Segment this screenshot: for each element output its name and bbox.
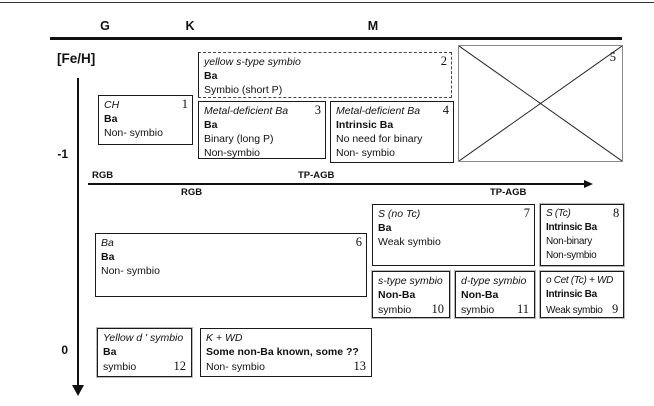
box-bold-line: Intrinsic Ba xyxy=(546,222,597,233)
box-line: symbio xyxy=(461,304,495,316)
box-title: s-type symbio xyxy=(378,275,443,287)
stage-axis-arrowhead-icon xyxy=(584,180,593,188)
box-title: o Cet (Tc) + WD xyxy=(546,275,614,286)
box-bold-line: Ba xyxy=(101,251,115,263)
box-s-no-tc xyxy=(372,204,535,266)
box-bold-line: Non-Ba xyxy=(378,289,416,301)
box-bold-line: Non-Ba xyxy=(461,289,499,301)
box-o-cet-tc-wd xyxy=(540,271,624,318)
box-line: Non-binary xyxy=(546,236,592,247)
box-title: Ba xyxy=(101,237,114,249)
box-s-type-symbio xyxy=(372,271,450,318)
box-ba xyxy=(95,233,367,297)
stage-label-rgb-above: RGB xyxy=(92,170,114,181)
feh-axis-title: [Fe/H] xyxy=(57,51,96,66)
box-line: Non- symbio xyxy=(101,265,160,277)
feh-axis-arrowhead-icon xyxy=(72,385,84,396)
box-title: yellow s-type symbio xyxy=(204,56,301,68)
box-title: S (no Tc) xyxy=(378,208,421,220)
box-number: 13 xyxy=(353,359,366,373)
box-metal-deficient-ba-binary xyxy=(198,101,326,159)
spectral-label-g: G xyxy=(100,19,110,33)
box-bold-line: Ba xyxy=(204,70,218,82)
box-bold-line: Ba xyxy=(378,222,392,234)
spectral-label-m: M xyxy=(367,19,379,33)
stage-axis-line xyxy=(88,183,585,185)
box-bold-line: Intrinsic Ba xyxy=(546,289,597,300)
box-line: Non- symbio xyxy=(206,361,265,373)
box-title: K + WD xyxy=(206,332,243,344)
box-number: 6 xyxy=(355,235,362,249)
box-number: 3 xyxy=(314,103,321,117)
box-line: No need for binary xyxy=(336,133,423,145)
box-number: 7 xyxy=(523,206,530,220)
box-line: Binary (long P) xyxy=(204,133,274,145)
box-title: Metal-deficient Ba xyxy=(336,105,421,117)
box-number: 12 xyxy=(173,359,186,373)
box-k-wd xyxy=(200,328,372,377)
box-ch xyxy=(98,95,193,145)
box-line: Symbio (short P) xyxy=(204,84,283,96)
box-line: Non- symbio xyxy=(104,127,163,139)
box-title: Yellow d ' symbio xyxy=(103,332,184,344)
box-bold-line: Intrinsic Ba xyxy=(336,119,394,131)
stage-label-tpagb-below: TP-AGB xyxy=(490,187,527,198)
feh-tick-zero: 0 xyxy=(61,343,68,357)
box-line: Non- symbio xyxy=(336,147,395,159)
cross-out-x-icon xyxy=(459,46,622,161)
box-line: Non-symbio xyxy=(546,250,597,261)
figure-top-rule xyxy=(0,2,654,3)
spectral-label-k: K xyxy=(185,19,195,33)
box-number: 4 xyxy=(442,103,449,117)
box-number: 9 xyxy=(612,302,618,316)
box-bold-line: Some non-Ba known, some ?? xyxy=(206,346,359,358)
box-title: Metal-deficient Ba xyxy=(204,105,289,117)
feh-tick-minus1: -1 xyxy=(57,147,68,161)
box-number: 5 xyxy=(609,50,616,64)
box-number: 2 xyxy=(440,54,447,68)
box-bold-line: Ba xyxy=(104,113,118,125)
box-line: Weak symbio xyxy=(546,305,603,316)
box-number: 10 xyxy=(431,302,444,316)
spectral-axis-line xyxy=(50,37,622,40)
box-title: d-type symbio xyxy=(461,275,527,287)
feh-axis-line xyxy=(77,78,79,386)
box-number: 8 xyxy=(613,206,619,220)
stage-label-rgb-below: RGB xyxy=(181,187,203,198)
box-line: Non-symbio xyxy=(204,147,261,159)
box-number: 1 xyxy=(181,97,188,111)
stage-label-tpagb-above: TP-AGB xyxy=(298,170,335,181)
box-title: S (Tc) xyxy=(546,208,571,219)
box-line: symbio xyxy=(103,361,137,373)
box-line: symbio xyxy=(378,304,412,316)
box-bold-line: Ba xyxy=(103,346,117,358)
box-yellow-d-symbio xyxy=(97,328,192,377)
box-title: CH xyxy=(104,99,120,111)
box-yellow-s-type-symbio xyxy=(198,52,452,98)
box-d-type-symbio xyxy=(455,271,535,318)
box-number: 11 xyxy=(516,302,529,316)
box-crossed-out xyxy=(458,45,623,162)
box-s-tc xyxy=(540,204,624,266)
box-bold-line: Ba xyxy=(204,119,218,131)
box-metal-deficient-ba-intrinsic xyxy=(330,101,454,163)
box-line: Weak symbio xyxy=(378,236,441,248)
